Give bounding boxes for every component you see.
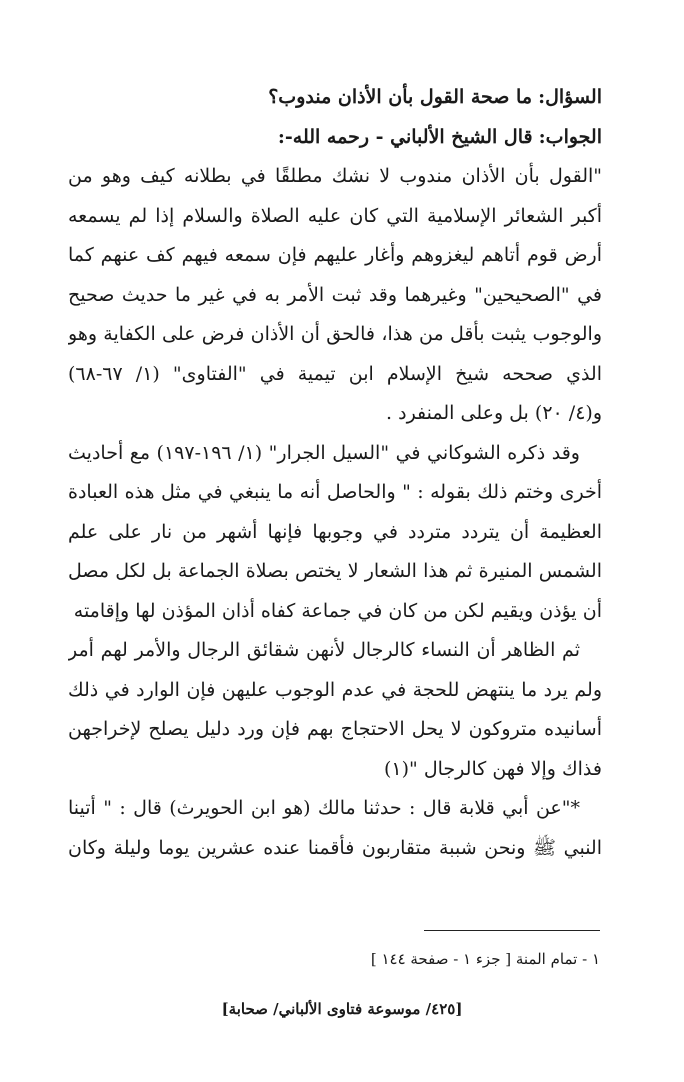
question-label: السؤال: (538, 86, 602, 108)
body-line: النبي ﷺ ونحن شببة متقاربون فأقمنا عنده عشرين يوما وليلة وكان (68, 836, 602, 859)
body-line: الذي صححه شيخ الإسلام ابن تيمية في "الفتاوى" (١/ ٦٧-٦٨) (68, 362, 602, 385)
question-line (68, 78, 602, 118)
page-folio: [٤٢٥/ موسوعة فتاوى الألباني/ صحابة] (221, 1000, 463, 1018)
body-line: العظيمة أن يتردد متردد في وجوبها فإنها أشهر من نار على علم (68, 520, 602, 543)
body-line: و(٤/ ٢٠) بل وعلى المنفرد . (386, 402, 602, 424)
body-line: ولم يرد ما ينتهض للحجة في عدم الوجوب عليهن فإن الوارد في ذلك (68, 678, 602, 701)
page-text-block (68, 78, 602, 868)
answer-text: قال الشيخ الألباني - رحمه الله-: (277, 125, 533, 148)
body-line: والوجوب يثبت بأقل من هذا، فالحق أن الأذان فرض على الكفاية وهو (68, 323, 602, 345)
footnote-divider (424, 930, 600, 931)
body-line: أن يؤذن ويقيم لكن من كان في جماعة كفاه أذان المؤذن لها وإقامته (73, 599, 602, 622)
body-line: أكبر الشعائر الإسلامية التي كان عليه الصلاة والسلام إذا لم يسمعه (68, 204, 602, 227)
body-line: أخرى وختم ذلك بقوله : " والحاصل أنه ما ينبغي في مثل هذه العبادة (68, 481, 602, 503)
body-line: الشمس المنيرة ثم هذا الشعار لا يختص بصلاة الجماعة بل لكل مصل (68, 560, 602, 582)
footnote: ١ - تمام المنة [ جزء ١ - صفحة ١٤٤ ] (370, 950, 600, 968)
body-line: في "الصحيحين" وغيرهما وقد ثبت الأمر به في غير ما حديث صحيح (68, 283, 602, 306)
body-line: أرض قوم أتاهم ليغزوهم وأغار عليهم فإن سمعه فيهم كف عنهم كما (68, 244, 602, 266)
answer-label: الجواب: (538, 125, 602, 148)
question-text: ما صحة القول بأن الأذان مندوب؟ (268, 86, 533, 108)
body-line: وقد ذكره الشوكاني في "السيل الجرار" (١/ ١٩٦-١٩٧) مع أحاديث (68, 441, 580, 464)
body-line: فذاك وإلا فهن كالرجال "(١) (384, 757, 602, 780)
answer-line (68, 118, 602, 158)
body-line: أسانيده متروكون لا يحل الاحتجاج بهم فإن ورد دليل يصلح لإخراجهن (68, 718, 602, 740)
body-line: *"عن أبي قلابة قال : حدثنا مالك (هو ابن الحويرث) قال : " أتينا (68, 797, 580, 819)
body-line: ثم الظاهر أن النساء كالرجال لأنهن شقائق الرجال والأمر لهم أمر (68, 639, 580, 661)
body-line: "القول بأن الأذان مندوب لا نشك مطلقًا في بطلانه كيف وهو من (68, 165, 602, 187)
